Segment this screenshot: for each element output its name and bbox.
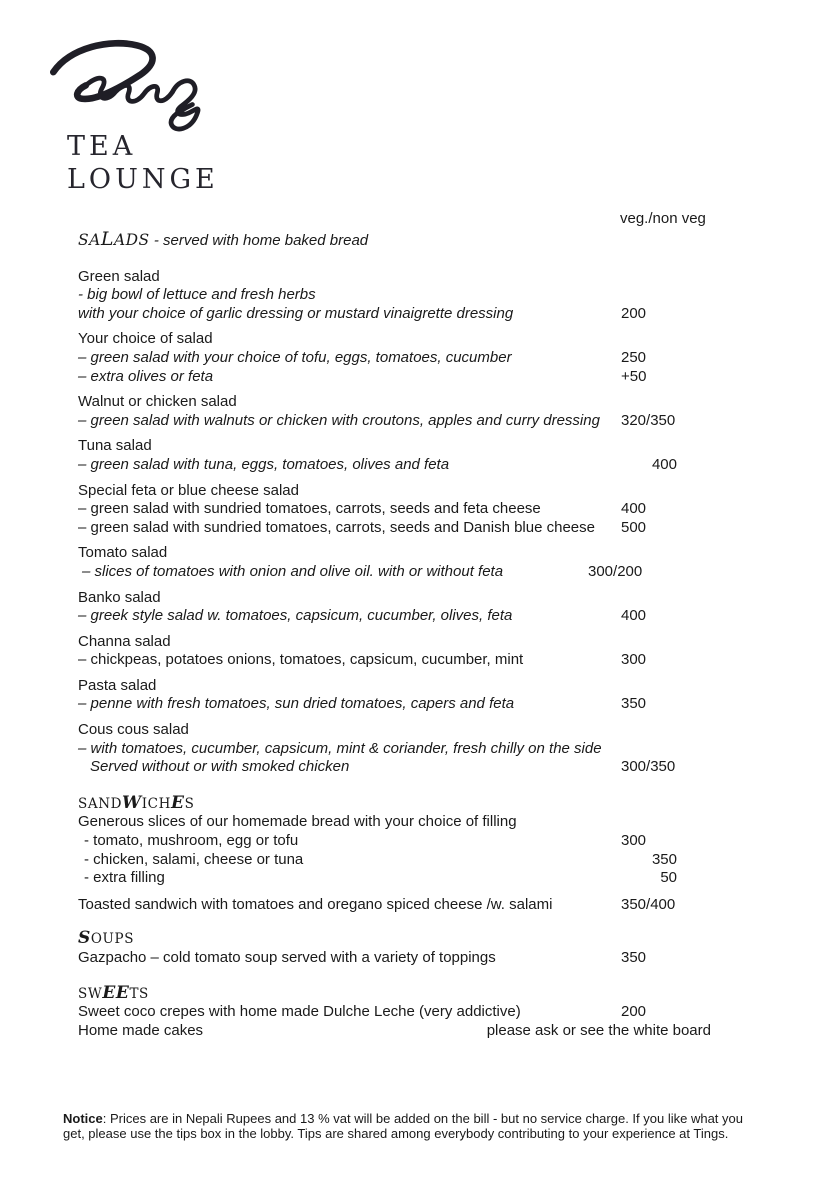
heading-sandwiches-fancy-w: W: [122, 792, 142, 813]
menu-item-cous-cous-salad: [78, 721, 718, 777]
section-heading-sweets: [78, 982, 718, 1004]
item-price: 350: [621, 949, 647, 966]
sandwich-filling: - chicken, salami, cheese or tuna: [84, 850, 304, 868]
item-desc-row: [78, 456, 718, 475]
sweet-item: Sweet coco crepes with home made Dulche Leche (very addictive): [78, 1003, 521, 1021]
item-price: 500: [621, 518, 647, 536]
heading-salads-word: [78, 228, 150, 250]
item-desc: – green salad with walnuts or chicken with croutons, apples and curry dressing: [78, 411, 600, 429]
item-desc-row: [78, 740, 718, 759]
sweet-item-row: [78, 1003, 718, 1022]
item-desc: – chickpeas, potatoes onions, tomatoes, capsicum, cucumber, mint: [78, 651, 524, 669]
heading-sweets-p2: TS: [129, 985, 149, 1002]
item-desc-row: [78, 651, 718, 670]
section-soups: [78, 930, 718, 967]
item-name: [78, 330, 718, 349]
soup-item: Gazpacho – cold tomato soup served with a variety of toppings: [78, 949, 496, 966]
item-desc-row: [78, 412, 718, 431]
item-price: 300: [621, 651, 647, 669]
menu-item-walnut-chicken-salad: [78, 393, 718, 430]
soup-item-row: [78, 949, 718, 968]
menu-item-special-feta-blue-cheese-salad: [78, 482, 718, 538]
price-column-header: veg./non veg: [620, 210, 706, 227]
item-name-text: Channa salad: [78, 632, 171, 650]
item-desc-row: [78, 758, 718, 777]
item-price: 400: [621, 500, 647, 518]
item-desc: – with tomatoes, cucumber, capsicum, mint & coriander, fresh chilly on the side: [78, 739, 602, 757]
item-desc-row: [78, 349, 718, 368]
heading-sandwiches-p1: SAND: [78, 795, 123, 812]
item-price: 200: [621, 1003, 647, 1021]
menu-item-green-salad: [78, 268, 718, 324]
item-price: +50: [621, 367, 647, 385]
section-sandwiches: [78, 792, 718, 915]
heading-sandwiches-p2: ICH: [141, 795, 171, 812]
item-price: 350: [651, 850, 677, 868]
sandwich-filling: - extra filling: [84, 869, 165, 887]
item-price: 350/400: [621, 895, 676, 913]
section-sweets: [78, 982, 718, 1041]
sweet-item-note: please ask or see the white board: [486, 1021, 711, 1039]
heading-sweets-p1: SW: [78, 985, 103, 1002]
item-price: 200: [621, 304, 647, 322]
sandwiches-intro-row: [78, 813, 718, 832]
notice-label: Notice: [63, 1111, 103, 1126]
section-heading-salads: [78, 230, 718, 249]
tings-script-logo: [45, 34, 235, 134]
menu-item-tuna-salad: [78, 437, 718, 474]
item-name: [78, 393, 718, 412]
item-name-text: Walnut or chicken salad: [78, 393, 237, 411]
item-desc: Served without or with smoked chicken: [90, 758, 350, 776]
sweet-item-row: [78, 1022, 718, 1041]
item-desc-row: [78, 607, 718, 626]
item-desc-row: [78, 563, 718, 582]
brand-line-lounge: LOUNGE: [67, 164, 219, 195]
item-desc-row: [78, 519, 718, 538]
item-desc: – green salad with sundried tomatoes, carrots, seeds and feta cheese: [78, 500, 541, 518]
item-desc-row: [78, 368, 718, 387]
footer-notice: [63, 1112, 757, 1141]
menu-item-pasta-salad: [78, 677, 718, 714]
item-price: 300/200: [588, 562, 643, 580]
heading-salads-fancy-letter: L: [100, 228, 114, 250]
heading-salads-suffix: - served with home baked bread: [149, 232, 369, 249]
heading-soups-fancy-s: S: [78, 928, 91, 949]
item-name-text: Tuna salad: [78, 437, 152, 455]
heading-sandwiches-fancy-e: E: [171, 792, 185, 813]
item-name-text: Green salad: [78, 267, 160, 285]
item-desc-row: [78, 286, 718, 305]
item-name: [78, 437, 718, 456]
menu-item-banko-salad: [78, 589, 718, 626]
item-desc: – extra olives or feta: [78, 367, 214, 385]
sandwich-filling-row: [78, 851, 718, 870]
item-price: 400: [621, 607, 647, 625]
section-heading-soups: [78, 930, 718, 949]
item-name: [78, 482, 718, 501]
toasted-sandwich: Toasted sandwich with tomatoes and oregano spiced cheese /w. salami: [78, 895, 553, 913]
item-desc: - big bowl of lettuce and fresh herbs: [78, 286, 316, 304]
item-desc: – green salad with sundried tomatoes, carrots, seeds and Danish blue cheese: [78, 518, 595, 536]
item-price: 320/350: [621, 411, 676, 429]
item-name-text: Your choice of salad: [78, 330, 213, 348]
item-desc-row: [78, 500, 718, 519]
sweet-item: Home made cakes: [78, 1021, 204, 1039]
item-name: [78, 721, 718, 740]
heading-salads-pre: SA: [78, 231, 101, 249]
sandwiches-intro: Generous slices of our homemade bread with your choice of filling: [78, 813, 517, 831]
heading-salads-post: ADS: [113, 231, 150, 249]
item-price: 50: [660, 869, 677, 887]
notice-text: : Prices are in Nepali Rupees and 13 % vat will be added on the bill - but no service charge. If you like what you get, please use the tips box in the lobby. Tips are shared among everybody contributing to your experience at Tings.: [63, 1111, 743, 1141]
heading-sandwiches-p3: S: [184, 795, 195, 812]
item-name-text: Banko salad: [78, 588, 161, 606]
item-name: [78, 589, 718, 608]
item-name: [78, 677, 718, 696]
item-price: 250: [621, 348, 647, 366]
item-desc: – slices of tomatoes with onion and olive oil. with or without feta: [82, 562, 504, 580]
item-desc: – greek style salad w. tomatoes, capsicum, cucumber, olives, feta: [78, 607, 513, 625]
brand-line-tea: TEA: [67, 131, 137, 162]
menu-item-your-choice-salad: [78, 330, 718, 386]
heading-sweets-fancy-ee: EE: [102, 982, 130, 1003]
item-price: 300: [621, 832, 647, 850]
item-name-text: Tomato salad: [78, 544, 168, 562]
item-name: [78, 633, 718, 652]
item-price: 350: [621, 695, 647, 713]
sandwich-filling-row: [78, 869, 718, 888]
item-desc: – penne with fresh tomatoes, sun dried tomatoes, capers and feta: [78, 695, 515, 713]
toasted-sandwich-row: [78, 896, 718, 915]
item-desc-row: [78, 695, 718, 714]
item-price: 300/350: [621, 758, 676, 776]
item-price: 400: [651, 455, 677, 473]
brand-logo: [45, 34, 235, 196]
item-desc: – green salad with tuna, eggs, tomatoes, olives and feta: [78, 455, 450, 473]
item-desc: – green salad with your choice of tofu, eggs, tomatoes, cucumber: [78, 348, 512, 366]
menu-content: [78, 230, 718, 1040]
item-desc-row: [78, 305, 718, 324]
item-name-text: Special feta or blue cheese salad: [78, 481, 299, 499]
section-heading-sandwiches: [78, 792, 718, 814]
heading-soups-p1: OUPS: [90, 931, 135, 948]
item-name-text: Cous cous salad: [78, 721, 189, 739]
item-name: [78, 544, 718, 563]
sandwich-filling: - tomato, mushroom, egg or tofu: [84, 832, 299, 850]
item-name-text: Pasta salad: [78, 676, 157, 694]
sandwich-filling-row: [78, 832, 718, 851]
menu-item-tomato-salad: [78, 544, 718, 581]
menu-item-channa-salad: [78, 633, 718, 670]
item-name: [78, 268, 718, 287]
item-desc: with your choice of garlic dressing or mustard vinaigrette dressing: [78, 304, 514, 322]
